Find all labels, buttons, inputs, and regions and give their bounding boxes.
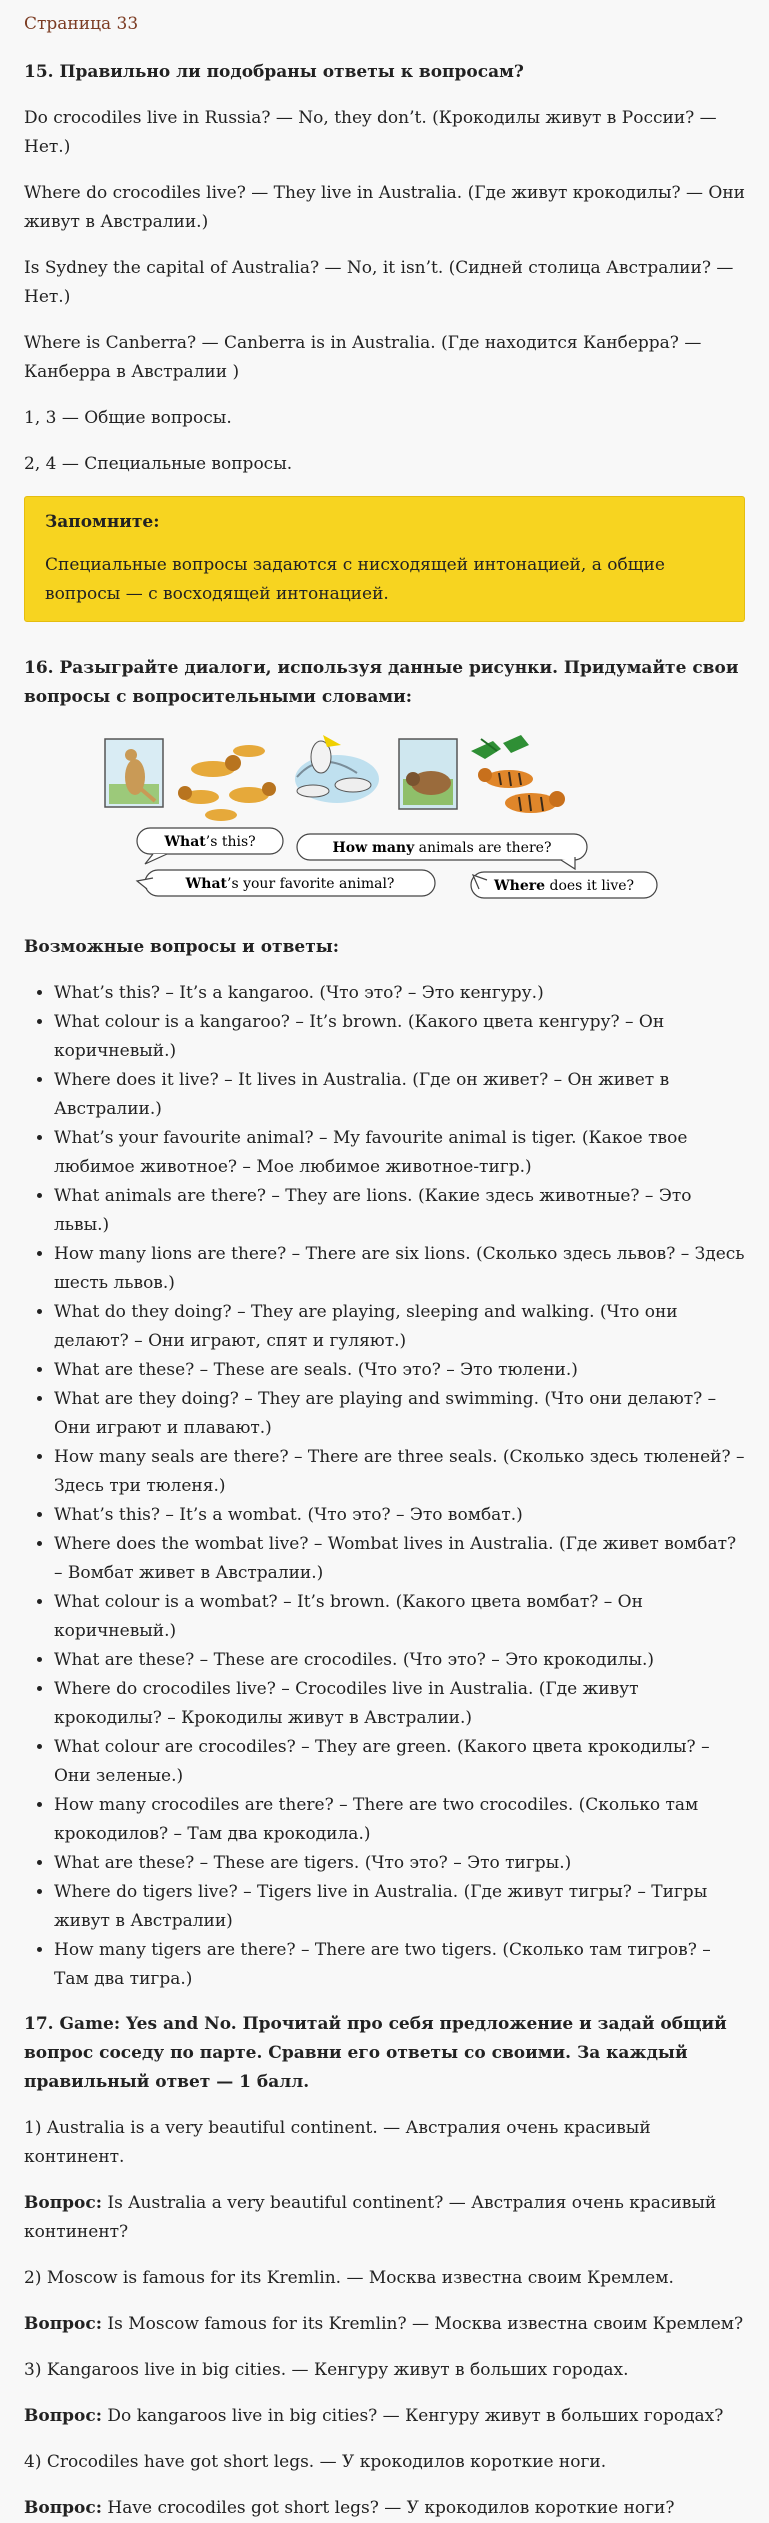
svg-text:Where does it live?	[492, 878, 633, 894]
question-text: Have crocodiles got short legs? — У крокодилов короткие ноги?	[107, 2498, 675, 2518]
question-label: Вопрос:	[24, 2314, 103, 2334]
list-item: • What are they doing? – They are playing and swimming. (Что они делают? – Они играют и плавают.)	[54, 1385, 745, 1443]
speech-bubble	[137, 870, 435, 896]
note-title: Запомните:	[45, 512, 160, 532]
question-text: Do kangaroos live in big cities? — Кенгуру живут в больших городах?	[107, 2406, 724, 2426]
list-item: • How many crocodiles are there? – There are two crocodiles. (Сколько там крокодилов? – Там два крокодила.)	[54, 1791, 745, 1849]
list-item: • Where do crocodiles live? – Crocodiles live in Australia. (Где живут крокодилы? – Крокодилы живут в Австралии.)	[54, 1675, 745, 1733]
bubble-text: does it live?	[544, 878, 634, 894]
list-item: • What are these? – These are tigers. (Что это? – Это тигры.)	[54, 1849, 745, 1878]
tigers-picture	[478, 768, 565, 813]
list-item: • What colour is a kangaroo? – It’s brown. (Какого цвета кенгуру? – Он коричневый.)	[54, 1008, 745, 1066]
list-item: • What’s your favourite animal? – My favourite animal is tiger. (Какое твое любимое животное? – Мое любимое животное-тигр.)	[54, 1124, 745, 1182]
statement: 3) Kangaroos live in big cities. — Кенгуру живут в больших городах.	[24, 2360, 629, 2380]
remember-note	[24, 496, 745, 622]
bubble-text: animals are there?	[413, 840, 551, 856]
exercise-15-line: Do crocodiles live in Russia? — No, they don’t. (Крокодилы живут в России? — Нет.)	[24, 108, 717, 157]
note-text: Специальные вопросы задаются с нисходящей интонацией, а общие вопросы — с восходящей интонацией.	[45, 555, 665, 604]
question-text: Is Australia a very beautiful continent? — Австралия очень красивый континент?	[24, 2193, 717, 2242]
exercise-15-line: 2, 4 — Специальные вопросы.	[24, 454, 293, 474]
exercise-17-heading: 17. Game: Yes and No. Прочитай про себя предложение и задай общий вопрос соседу по парте. Сравни его ответы со своими. За каждый правильный ответ — 1 балл.	[24, 2014, 727, 2092]
list-item: • What’s this? – It’s a kangaroo. (Что это? – Это кенгуру.)	[54, 979, 745, 1008]
question-line	[24, 2189, 745, 2247]
exercise-15-line: Where do crocodiles live? — They live in Australia. (Где живут крокодилы? — Они живут в Австралии.)	[24, 183, 746, 232]
statement: 1) Australia is a very beautiful continent. — Австралия очень красивый континент.	[24, 2118, 651, 2167]
exercise-15-heading: 15. Правильно ли подобраны ответы к вопросам?	[24, 62, 524, 82]
list-item: • Where does it live? – It lives in Australia. (Где он живет? – Он живет в Австралии.)	[54, 1066, 745, 1124]
statement: 2) Moscow is famous for its Kremlin. — Москва известна своим Кремлем.	[24, 2268, 674, 2288]
list-item: • What’s this? – It’s a wombat. (Что это? – Это вомбат.)	[54, 1501, 745, 1530]
list-item: • How many tigers are there? – There are two tigers. (Сколько там тигров? – Там два тигра.)	[54, 1936, 745, 1994]
statement: 4) Crocodiles have got short legs. — У крокодилов короткие ноги.	[24, 2452, 607, 2472]
bubble-bold: How many	[332, 840, 414, 856]
list-item: • What do they doing? – They are playing, sleeping and walking. (Что они делают? – Они играют, спят и гуляют.)	[54, 1298, 745, 1356]
question-text: Is Moscow famous for its Kremlin? — Москва известна своим Кремлем?	[107, 2314, 744, 2334]
exercise-16	[24, 654, 745, 1994]
animals-illustration	[101, 729, 669, 907]
question-line	[24, 2494, 745, 2523]
exercise-17	[24, 2010, 745, 2523]
answers-list	[24, 979, 745, 1994]
speech-bubble	[471, 872, 657, 898]
page-title: Страница 33	[24, 14, 139, 34]
exercise-15	[24, 58, 745, 479]
list-item: • What colour is a wombat? – It’s brown. (Какого цвета вомбат? – Он коричневый.)	[54, 1588, 745, 1646]
bubble-bold: What	[163, 834, 206, 850]
list-item: • Where does the wombat live? – Wombat lives in Australia. (Где живет вомбат? – Вомбат живет в Австралии.)	[54, 1530, 745, 1588]
list-item: • How many lions are there? – There are six lions. (Сколько здесь львов? – Здесь шесть львов.)	[54, 1240, 745, 1298]
bubble-text: ’s your favorite animal?	[226, 876, 394, 892]
wombat-picture	[399, 739, 457, 809]
question-label: Вопрос:	[24, 2406, 103, 2426]
question-line	[24, 2402, 745, 2431]
answers-heading: Возможные вопросы и ответы:	[24, 937, 340, 957]
list-item: • What are these? – These are seals. (Что это? – Это тюлени.)	[54, 1356, 745, 1385]
kangaroo-picture	[105, 739, 163, 807]
bubble-text: ’s this?	[205, 834, 256, 850]
svg-text:What’s your favorite animal	[184, 876, 394, 892]
list-item: • What animals are there? – They are lions. (Какие здесь животные? – Это львы.)	[54, 1182, 745, 1240]
exercise-15-line: Where is Canberra? — Canberra is in Australia. (Где находится Канберра? — Канберра в Австралии )	[24, 333, 702, 382]
crocodiles-picture	[471, 735, 529, 759]
bubble-bold: What	[185, 876, 227, 892]
speech-bubble	[297, 834, 587, 869]
list-item: • How many seals are there? – There are three seals. (Сколько здесь тюленей? – Здесь три тюленя.)	[54, 1443, 745, 1501]
lions-picture	[178, 745, 276, 821]
exercise-15-line: 1, 3 — Общие вопросы.	[24, 408, 232, 428]
exercise-16-heading: 16. Разыграйте диалоги, используя данные рисунки. Придумайте свои вопросы с вопросительными словами:	[24, 658, 739, 707]
list-item: • What are these? – These are crocodiles. (Что это? – Это крокодилы.)	[54, 1646, 745, 1675]
list-item: • What colour are crocodiles? – They are green. (Какого цвета крокодилы? – Они зеленые.)	[54, 1733, 745, 1791]
svg-text:How many animals are there	[332, 840, 551, 856]
svg-text:What’s this?	[163, 834, 255, 850]
exercise-15-line: Is Sydney the capital of Australia? — No, it isn’t. (Сидней столица Австралии? — Нет.)	[24, 258, 734, 307]
question-label: Вопрос:	[24, 2193, 103, 2213]
question-line	[24, 2310, 745, 2339]
list-item: • Where do tigers live? – Tigers live in Australia. (Где живут тигры? – Тигры живут в Австралии)	[54, 1878, 745, 1936]
question-label: Вопрос:	[24, 2498, 103, 2518]
bubble-bold: Where	[493, 878, 545, 894]
seals-picture	[295, 735, 379, 803]
speech-bubble	[137, 828, 283, 864]
